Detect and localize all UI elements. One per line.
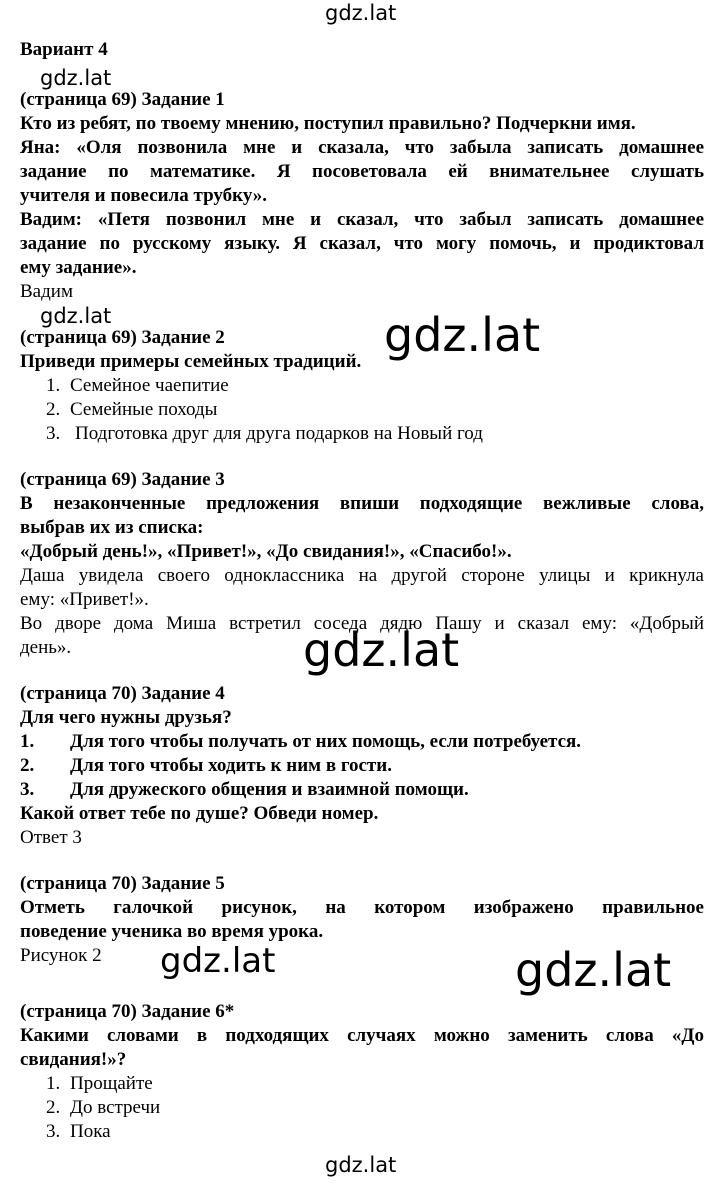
list-item: Подготовка друг для друга подарков на Новый год bbox=[75, 423, 483, 444]
task-3-question: В незаконченные предложения впиши подходящие вежливые слова, bbox=[20, 493, 704, 514]
list-item: Прощайте bbox=[70, 1073, 153, 1094]
list-item-number: 2. bbox=[46, 399, 61, 420]
watermark-big-3: gdz.lat bbox=[515, 943, 672, 997]
list-item: Семейные походы bbox=[70, 399, 218, 420]
task-3-header: (страница 69) Задание 3 bbox=[20, 469, 225, 490]
list-item-number: 2. bbox=[20, 755, 35, 776]
task-1-text-line: учителя и повесила трубку». bbox=[20, 185, 268, 206]
task-4-answer: Ответ 3 bbox=[20, 827, 82, 848]
list-item: Для того чтобы получать от них помощь, если потребуется. bbox=[70, 731, 582, 752]
task-3-answer-line: Даша увидела своего одноклассника на другой стороне улицы и крикнула bbox=[20, 565, 704, 586]
list-item-number: 1. bbox=[46, 1073, 61, 1094]
task-1-text-line: Яна: «Оля позвонила мне и сказала, что забыла записать домашнее bbox=[20, 137, 704, 158]
task-3-answer-line: ему: «Привет!». bbox=[20, 589, 149, 610]
list-item-number: 3. bbox=[46, 423, 61, 444]
watermark-big-1: gdz.lat bbox=[384, 308, 541, 362]
list-item-number: 1. bbox=[46, 375, 61, 396]
task-3-word-list: «Добрый день!», «Привет!», «До свидания!», «Спасибо!». bbox=[20, 541, 512, 562]
task-2-question: Приведи примеры семейных традиций. bbox=[20, 351, 362, 372]
task-2-header: (страница 69) Задание 2 bbox=[20, 327, 225, 348]
task-4-header: (страница 70) Задание 4 bbox=[20, 683, 225, 704]
task-4-question: Для чего нужны друзья? bbox=[20, 707, 232, 728]
task-3-answer-line: Во дворе дома Миша встретил соседа дядю Пашу и сказал ему: «Добрый bbox=[20, 613, 704, 634]
task-5-question: Отметь галочкой рисунок, на котором изображено правильное bbox=[20, 897, 704, 918]
task-1-text-line: задание по русскому языку. Я сказал, что могу помочь, и продиктовал bbox=[20, 233, 704, 254]
task-5-answer: Рисунок 2 bbox=[20, 945, 102, 966]
task-1-answer: Вадим bbox=[20, 281, 73, 302]
list-item: До встречи bbox=[70, 1097, 161, 1118]
task-3-answer-line: день». bbox=[20, 637, 72, 658]
task-4-question-after: Какой ответ тебе по душе? Обведи номер. bbox=[20, 803, 379, 824]
list-item-number: 3. bbox=[20, 779, 35, 800]
task-6-question: Какими словами в подходящих случаях можно заменить слова «До bbox=[20, 1025, 704, 1046]
variant-title: Вариант 4 bbox=[20, 39, 108, 60]
task-6-question: свидания!»? bbox=[20, 1049, 127, 1070]
task-1-header: (страница 69) Задание 1 bbox=[20, 89, 225, 110]
task-1-text-line: Вадим: «Петя позвонил мне и сказал, что забыл записать домашнее bbox=[20, 209, 704, 230]
watermark-big-2: gdz.lat bbox=[303, 623, 460, 677]
task-5-question: поведение ученика во время урока. bbox=[20, 921, 324, 942]
task-3-question: выбрав их из списка: bbox=[20, 517, 204, 538]
list-item: Пока bbox=[70, 1121, 111, 1142]
task-1-question: Кто из ребят, по твоему мнению, поступил правильно? Подчеркни имя. bbox=[20, 113, 636, 134]
list-item-number: 2. bbox=[46, 1097, 61, 1118]
watermark-task1: gdz.lat bbox=[40, 66, 112, 90]
list-item: Для дружеского общения и взаимной помощи. bbox=[70, 779, 469, 800]
task-5-header: (страница 70) Задание 5 bbox=[20, 873, 225, 894]
watermark-bottom: gdz.lat bbox=[325, 1153, 397, 1177]
list-item: Для того чтобы ходить к ним в гости. bbox=[70, 755, 392, 776]
list-item: Семейное чаепитие bbox=[70, 375, 229, 396]
list-item-number: 1. bbox=[20, 731, 35, 752]
task-1-text-line: задание по математике. Я посоветовала ей внимательнее слушать bbox=[20, 161, 704, 182]
list-item-number: 3. bbox=[46, 1121, 61, 1142]
watermark-task2: gdz.lat bbox=[40, 304, 112, 328]
task-1-text-line: ему задание». bbox=[20, 257, 137, 278]
watermark-mid-left: gdz.lat bbox=[160, 941, 276, 981]
watermark-top: gdz.lat bbox=[325, 1, 397, 25]
task-6-header: (страница 70) Задание 6* bbox=[20, 1001, 235, 1022]
